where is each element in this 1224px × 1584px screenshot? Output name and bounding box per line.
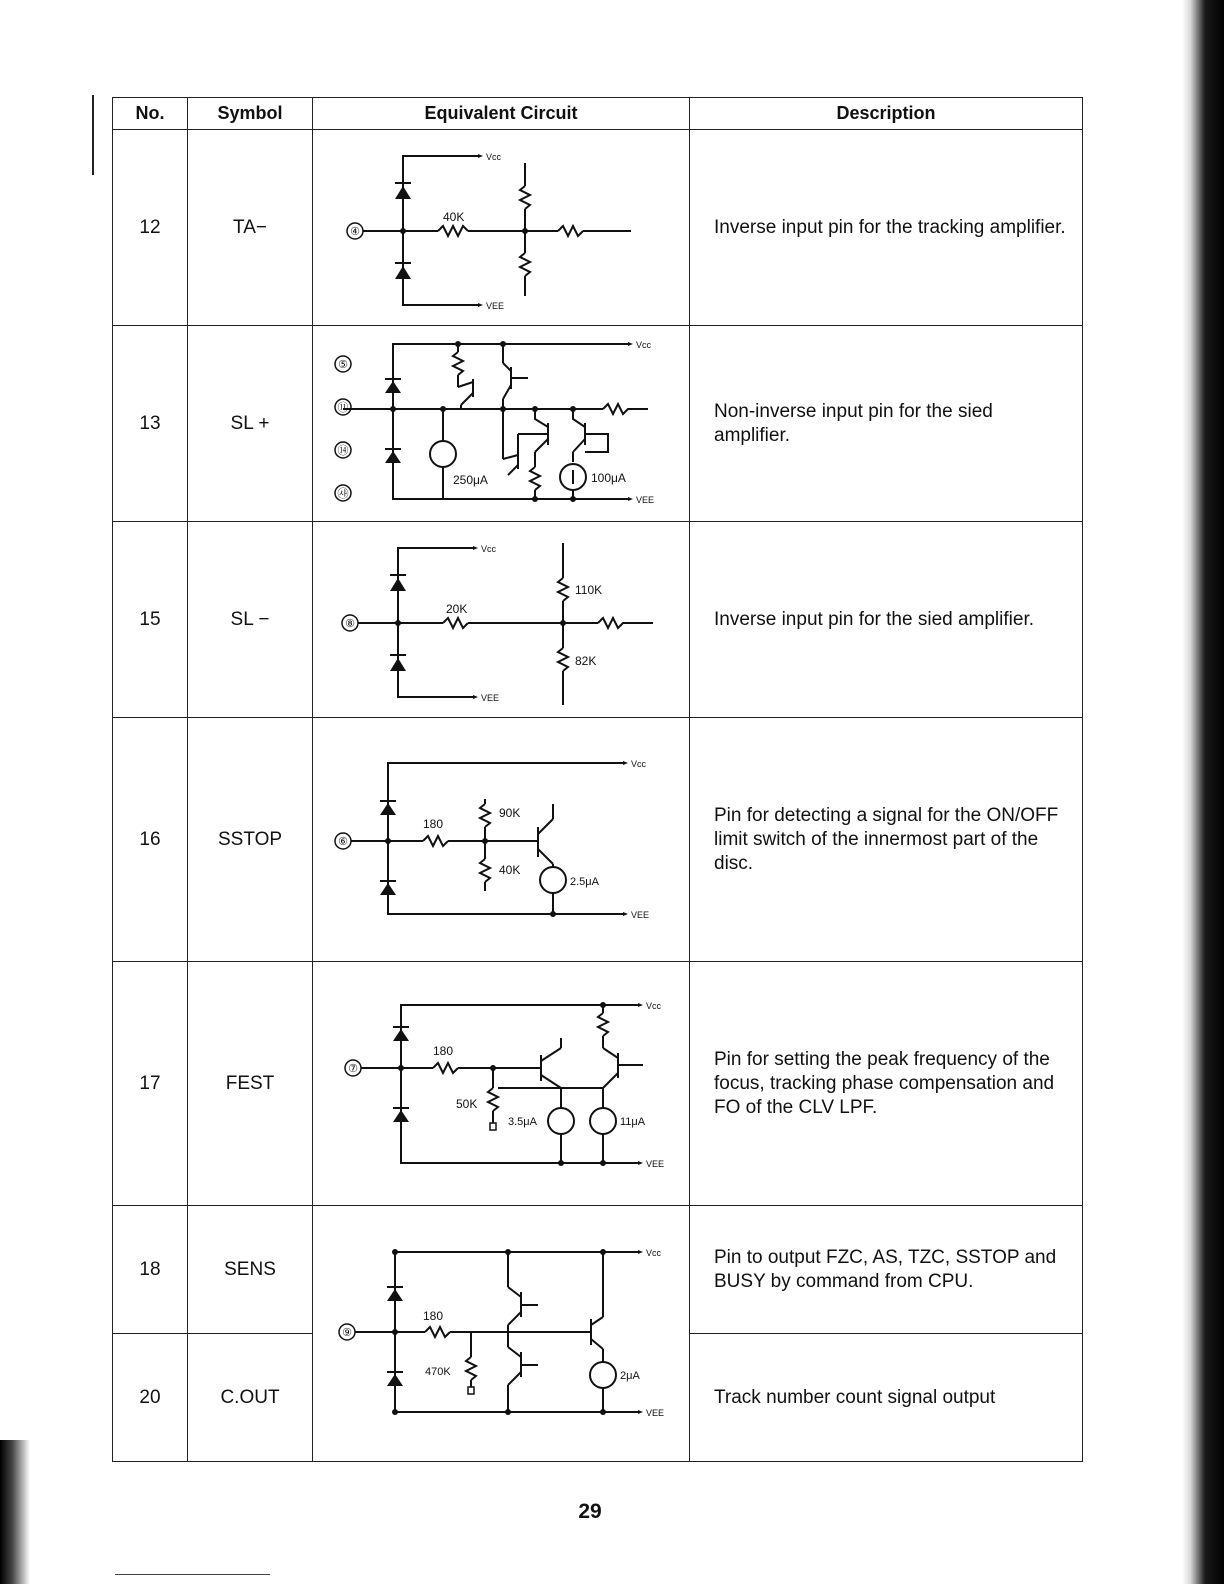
resistor-label: 110K	[575, 582, 603, 597]
pin-description: Inverse input pin for the tracking amplifier.	[690, 130, 1083, 326]
equivalent-circuit-cell	[313, 522, 690, 718]
pin-symbol: SL −	[188, 522, 313, 718]
svg-text:VEE: VEE	[646, 1158, 665, 1169]
pin-label: ⑧	[345, 617, 355, 630]
pin-description: Pin to output FZC, AS, TZC, SSTOP and BUSY by command from CPU.	[690, 1206, 1083, 1334]
pin-symbol: SENS	[188, 1206, 313, 1334]
svg-text:VEE: VEE	[646, 1407, 665, 1418]
resistor-label: 40K	[499, 862, 521, 877]
table-header-row	[113, 98, 1083, 130]
resistor-label: 40K	[443, 209, 465, 224]
pin-symbol: FEST	[188, 962, 313, 1206]
pin-number: 18	[113, 1206, 188, 1334]
header-no: No.	[113, 98, 188, 130]
svg-text:VEE: VEE	[486, 300, 505, 311]
pin-description: Track number count signal output	[690, 1334, 1083, 1462]
svg-text:Vcc: Vcc	[646, 1247, 662, 1258]
pin-label: ⑦	[348, 1062, 358, 1075]
pin-label: ㉴	[337, 487, 349, 500]
pin-symbol: SL +	[188, 326, 313, 522]
resistor-label: 180	[423, 816, 444, 831]
pin-number: 15	[113, 522, 188, 718]
equivalent-circuit-cell	[313, 130, 690, 326]
scan-edge-left	[0, 1440, 30, 1584]
table-row	[113, 130, 1083, 326]
resistor-label: 470K	[425, 1365, 451, 1378]
header-description: Description	[690, 98, 1083, 130]
pin-label: ⑨	[342, 1326, 352, 1339]
pin-number: 16	[113, 718, 188, 962]
pin-number: 13	[113, 326, 188, 522]
pin-description: Non-inverse input pin for the sied amplifier.	[690, 326, 1083, 522]
equivalent-circuit-cell	[313, 326, 690, 522]
footer-rule	[115, 1574, 270, 1575]
pin-description: Pin for detecting a signal for the ON/OFF limit switch of the innermost part of the disc.	[690, 718, 1083, 962]
pin-number: 20	[113, 1334, 188, 1462]
pin-label: ⑥	[338, 835, 348, 848]
svg-text:Vcc: Vcc	[636, 339, 652, 350]
table-row	[113, 962, 1083, 1206]
scan-edge-right	[1182, 0, 1224, 1584]
pin-label: ⑪	[337, 401, 349, 414]
margin-rule	[92, 95, 94, 175]
equivalent-circuit-cell	[313, 1206, 690, 1462]
current-label: 2.5μA	[570, 875, 599, 888]
resistor-label: 82K	[575, 653, 597, 668]
table-row	[113, 522, 1083, 718]
pin-number: 17	[113, 962, 188, 1206]
pin-label: ④	[350, 225, 360, 238]
pin-label: ⑤	[338, 358, 348, 371]
svg-text:VEE: VEE	[631, 909, 650, 920]
header-circuit: Equivalent Circuit	[313, 98, 690, 130]
equivalent-circuit-cell	[313, 718, 690, 962]
pin-symbol: SSTOP	[188, 718, 313, 962]
circuit-diagram-sl-minus	[313, 523, 690, 717]
circuit-diagram-sens-cout	[313, 1207, 690, 1461]
current-label: 250μA	[453, 472, 488, 487]
header-symbol: Symbol	[188, 98, 313, 130]
current-label: 11μA	[620, 1115, 646, 1128]
pin-symbol: TA−	[188, 130, 313, 326]
resistor-label: 180	[423, 1308, 444, 1323]
pin-symbol: C.OUT	[188, 1334, 313, 1462]
resistor-label: 180	[433, 1043, 454, 1058]
table-row	[113, 1206, 1083, 1334]
resistor-label: 20K	[446, 601, 468, 616]
svg-text:Vcc: Vcc	[631, 758, 647, 769]
pin-number: 12	[113, 130, 188, 326]
svg-text:VEE: VEE	[481, 692, 500, 703]
current-label: 100μA	[591, 470, 626, 485]
svg-text:Vcc: Vcc	[486, 151, 502, 162]
resistor-label: 90K	[499, 805, 521, 820]
pin-description: Pin for setting the peak frequency of the focus, tracking phase compensation and FO of the CLV LPF.	[690, 962, 1083, 1206]
page-number: 29	[578, 1500, 602, 1523]
circuit-diagram-sl-plus	[313, 327, 690, 521]
circuit-diagram-ta-minus	[313, 131, 690, 325]
equivalent-circuit-cell	[313, 962, 690, 1206]
circuit-diagram-sstop	[313, 719, 690, 961]
resistor-label: 50K	[456, 1096, 478, 1111]
table-row	[113, 718, 1083, 962]
pin-description: Inverse input pin for the sied amplifier.	[690, 522, 1083, 718]
table-row	[113, 326, 1083, 522]
svg-text:VEE: VEE	[636, 494, 655, 505]
current-label: 3.5μA	[508, 1115, 537, 1128]
pin-label: ⑭	[337, 444, 349, 457]
svg-text:Vcc: Vcc	[646, 1000, 662, 1011]
pin-description-table	[112, 97, 1083, 1462]
circuit-diagram-fest	[313, 963, 690, 1205]
svg-text:Vcc: Vcc	[481, 543, 497, 554]
current-label: 2μA	[620, 1369, 640, 1382]
